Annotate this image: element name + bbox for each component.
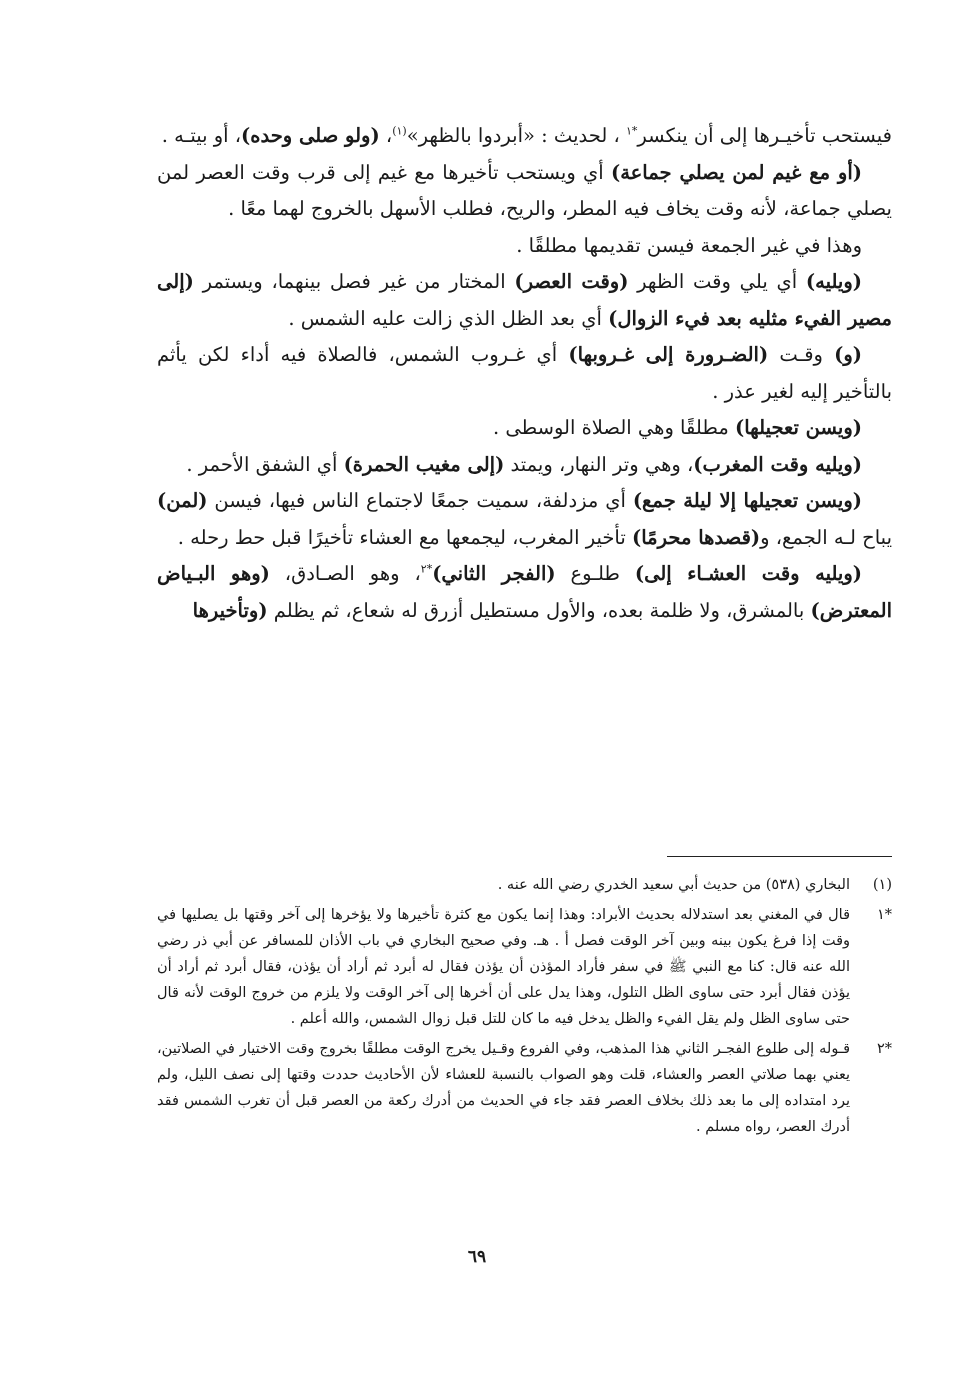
footnote-text: قـوله إلى طلوع الفجـر الثاني هذا المذهب، وفي الفروع وقـيل يخرج الوقت مطلقًا بخروج وقت الاختيار في الصلاتين، يعني بهما صلاتي العصر والعشاء، قلت وهو الصواب بالنسبة للعشاء لأن الأحاديث حددت وقتها إلى نصف الليل، ولم يرد امتداده إلى ما بعد ذلك بخلاف العصر فقد جاء في الحديث من أدرك ركعة من العصر قبل أن تغرب الشمس فقد أدرك العصر، رواه مسلم .: [157, 1041, 850, 1135]
paragraph-2: [157, 155, 892, 228]
matn-phrase: (إلى مغيب الحمرة): [343, 452, 505, 476]
paragraph-7: [157, 447, 892, 484]
matn-phrase: (وهو البـياض المعترض): [157, 562, 892, 622]
text-run: أي بعد الظل الذي زالت عليه الشمس .: [288, 306, 609, 330]
text-run: تأخير المغرب، ليجمعها مع العشاء تأخيرًا قبل حط رحله .: [177, 525, 633, 549]
footnote-2: [157, 902, 892, 1032]
paragraph-3: [157, 228, 892, 265]
matn-phrase: (لمن): [157, 489, 208, 512]
text-run: أي ويستحب تأخيرها مع غيم إلى قرب وقت العصر لمن يصلي جماعة، لأنه وقت يخاف فيه المطر، والريح، فطلب الأسهل بالخروج لهما معًا .: [157, 160, 892, 220]
footnote-text: قال في المغني بعد استدلاله بحديث الأبراد: وهذا إنما يكون مع كثرة تأخيرها ولا يؤخرها إلى آخر وقتها بل يصليها في وقت إذا فرغ يكون بينه وبين آخر الوقت فصل أ . هـ. وفي صحيح البخاري في باب الأذان للمسافر عن أبي ذر رضي الله عنه قال: كنا مع النبي ﷺ في سفر فأراد المؤذن أن يؤذن فقال له أبرد ثم أراد أن يؤذن، فقال أبرد ثم أراد أن يؤذن فقال أبرد حتى ساوى الظل التلول، وهذا يدل على أن أخرها إلى آخر الوقت ولا يلزم من خروج الوقت لأنه قال حتى ساوى الظل ولم يقل الفيء والظل يدخل فيه ما كان للتل قبل زوال الشمس، والله أعلم .: [157, 907, 850, 1027]
matn-phrase: (إلى مصير الفيء مثليه بعد فيء الزوال): [157, 270, 892, 330]
paragraph-4: [157, 264, 892, 337]
text-run: وقـت: [768, 343, 835, 366]
text-run: ، أو بيتـه .: [161, 124, 242, 147]
matn-phrase: (ويليه وقت العشـاء إلى): [634, 562, 862, 585]
matn-phrase: (وقت العصر): [514, 270, 629, 293]
footnote-mark: *١: [876, 907, 892, 923]
text-run: أي غـروب الشمس، فالصلاة فيه أداء لكن يأثم بالتأخير إليه لغير عذر .: [157, 343, 892, 403]
paragraph-8: [157, 483, 892, 556]
text-run: المختار من غير فصل بينهما، ويستمر: [193, 270, 515, 293]
matn-phrase: (قصدها محرمًا): [632, 525, 761, 549]
text-run: مطلقًا وهي الصلاة الوسطى .: [492, 416, 735, 439]
matn-phrase: (ويليه): [805, 270, 862, 293]
text-run: وهذا في غير الجمعة فيسن تقديمها مطلقًا .: [516, 233, 862, 257]
footnotes-block: [157, 872, 892, 1144]
footnote-marker: *٢: [420, 562, 433, 576]
matn-phrase: (ولو صلى وحده): [241, 124, 380, 147]
text-run: أي يلي وقت الظهر: [628, 270, 806, 293]
paragraph-1: [157, 118, 892, 155]
footnote-separator: [667, 856, 892, 857]
matn-phrase: (الفجر الثاني): [432, 562, 556, 585]
main-text-block: [157, 118, 892, 629]
paragraph-5: [157, 337, 892, 410]
matn-phrase: (وتأخيرها: [192, 598, 268, 622]
text-run: ،: [379, 124, 393, 147]
footnote-mark: (١): [872, 877, 892, 893]
footnote-1: [157, 872, 892, 898]
text-run: ، وهو الصـادق،: [269, 562, 421, 585]
matn-phrase: (أو مع غيم لمن يصلي جماعة): [610, 160, 862, 184]
paragraph-6: [157, 410, 892, 447]
footnote-ref: (١): [392, 124, 407, 138]
footnote-marker: *١: [625, 124, 638, 138]
text-run: فيستحب تأخيـرها إلى أن ينكسر: [637, 124, 892, 147]
text-run: بالمشرق، ولا ظلمة بعده، والأول مستطيل أزرق له شعاع، ثم يظلم: [267, 598, 811, 622]
text-run: يباح لـه الجمع، و: [760, 525, 892, 549]
matn-phrase: (ويليه وقت المغرب): [693, 452, 862, 476]
footnote-mark: *٢: [876, 1041, 892, 1057]
text-run: ، لحديث : «أبردوا بالظهر»: [406, 124, 620, 147]
matn-phrase: (ويسن تعجيلها إلا ليلة جمع): [632, 489, 862, 512]
text-run: طلـوع: [555, 562, 635, 585]
text-run: أي مزدلفة، سميت جمعًا لاجتماع الناس فيها، فيسن: [207, 489, 633, 512]
page-number: ٦٩: [467, 1247, 487, 1267]
text-run: أي الشفق الأحمر .: [186, 452, 344, 476]
paragraph-9: [157, 556, 892, 629]
footnote-3: [157, 1036, 892, 1140]
matn-phrase: (الضـرورة إلى غـروبها): [568, 343, 769, 366]
footnote-text: البخاري (٥٣٨) من حديث أبي سعيد الخدري رضي الله عنه .: [497, 877, 850, 893]
matn-phrase: (ويسن تعجيلها): [734, 416, 862, 439]
matn-phrase: (و): [834, 343, 862, 366]
text-run: ، وهي وتر النهار، ويمتد: [504, 452, 694, 476]
